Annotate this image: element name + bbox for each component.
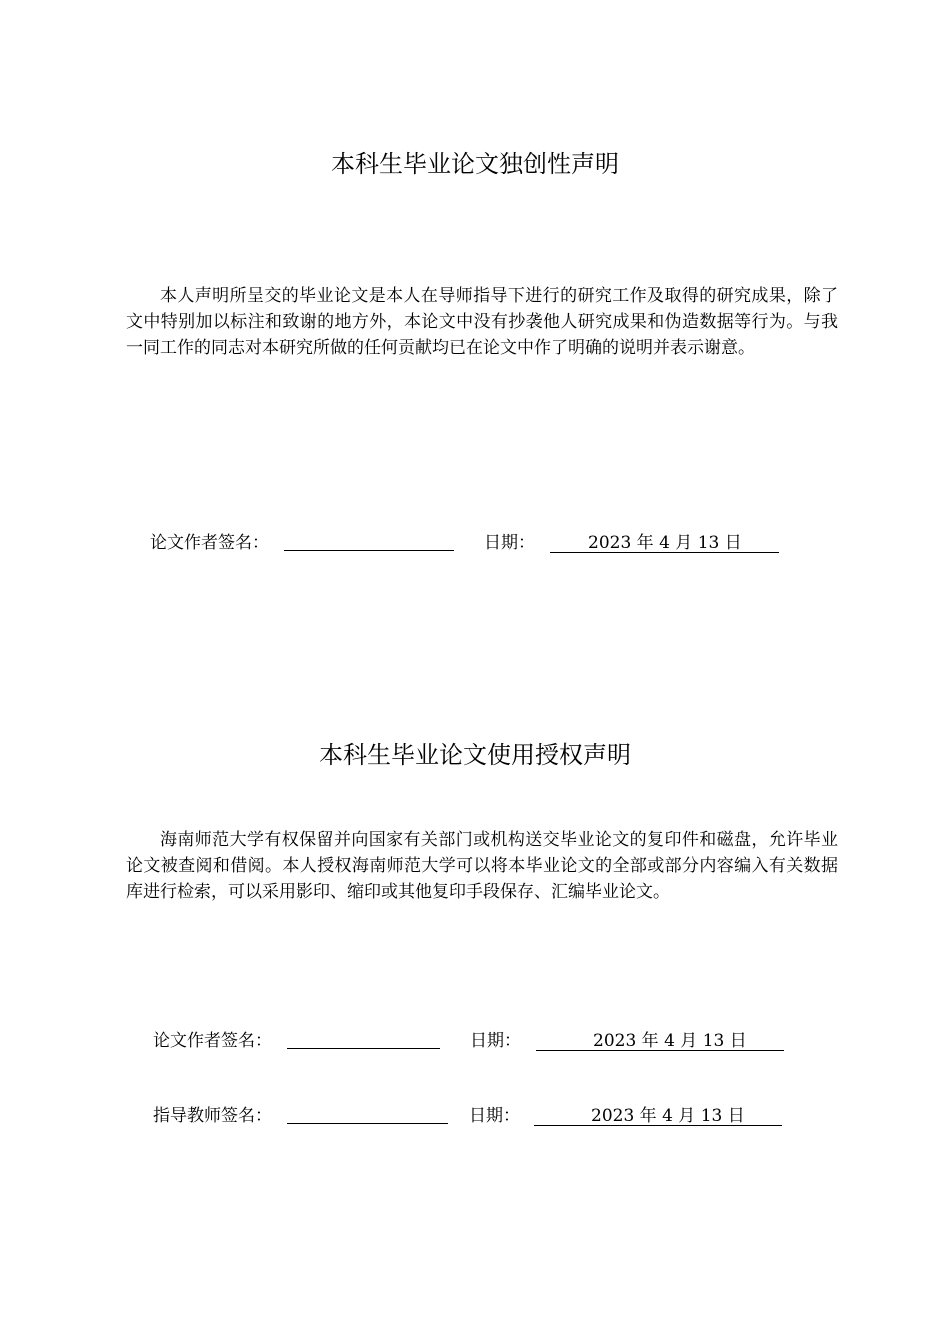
date-label: 日期： bbox=[484, 533, 535, 553]
author-signature-label: 论文作者签名： bbox=[153, 1031, 272, 1051]
originality-title: 本科生毕业论文独创性声明 bbox=[331, 150, 619, 178]
advisor-signature-line[interactable] bbox=[287, 1123, 448, 1124]
authorization-body: 海南师范大学有权保留并向国家有关部门或机构送交毕业论文的复印件和磁盘，允许毕业论文被查阅和借阅。本人授权海南师范大学可以将本毕业论文的全部或部分内容编入有关数据库进行检索，可以采用影印、缩印或其他复印手段保存、汇编毕业论文。 bbox=[126, 830, 838, 902]
author-signature-line[interactable] bbox=[287, 1048, 440, 1049]
authorization-advisor-row bbox=[0, 1103, 950, 1129]
date-value: 2023 年 4 月 13 日 bbox=[591, 1106, 745, 1126]
authorization-title: 本科生毕业论文使用授权声明 bbox=[319, 741, 631, 769]
originality-signature-row bbox=[0, 530, 950, 556]
authorization-author-row bbox=[0, 1028, 950, 1054]
date-value: 2023 年 4 月 13 日 bbox=[593, 1031, 747, 1051]
author-signature-label: 论文作者签名： bbox=[150, 533, 269, 553]
author-signature-line[interactable] bbox=[284, 550, 454, 551]
advisor-signature-label: 指导教师签名： bbox=[153, 1106, 272, 1126]
date-field[interactable] bbox=[550, 530, 779, 553]
date-field[interactable] bbox=[536, 1028, 784, 1051]
date-label: 日期： bbox=[470, 1031, 521, 1051]
originality-body: 本人声明所呈交的毕业论文是本人在导师指导下进行的研究工作及取得的研究成果，除了文中特别加以标注和致谢的地方外，本论文中没有抄袭他人研究成果和伪造数据等行为。与我一同工作的同志对本研究所做的任何贡献均已在论文中作了明确的说明并表示谢意。 bbox=[126, 286, 838, 358]
date-value: 2023 年 4 月 13 日 bbox=[588, 533, 742, 553]
date-label: 日期： bbox=[469, 1106, 520, 1126]
date-field[interactable] bbox=[534, 1103, 782, 1126]
